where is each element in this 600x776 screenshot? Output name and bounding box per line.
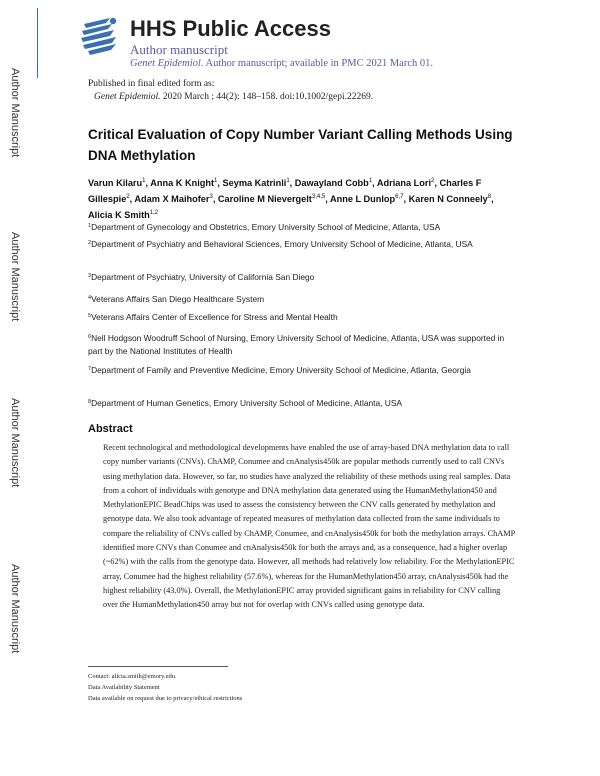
- contact-footnote: Contact: alicia.smith@emory.edu.: [88, 673, 177, 680]
- author-name: Anna K Knight: [150, 178, 215, 188]
- data-availability-title: Data Availability Statement: [88, 684, 160, 691]
- author-name: Alicia K Smith: [88, 210, 150, 220]
- affiliation: [88, 311, 513, 324]
- affiliation: [88, 364, 513, 377]
- affiliation-text: Department of Family and Preventive Medicine, Emory University School of Medicine, Atlanta, Georgia: [91, 365, 471, 375]
- affiliation-number: 3: [88, 273, 92, 279]
- affiliation: [88, 397, 513, 410]
- affiliation-number: 1: [88, 223, 92, 229]
- header-journal-note: [130, 58, 433, 69]
- author-affiliation-marker: 1,2: [149, 210, 159, 216]
- author-name: Adriana Lori: [376, 178, 432, 188]
- author-list: Varun Kilaru$^1$, Anna K Knight$^1$, Seyma Katrinli$^1$, Dawayland Cobb$^1$, Adriana Lori$^2$, Charles F Gillespie$^2$, Adam X Maihofer$^3$, Caroline M Nievergelt$^{3,4,5}$, Anne L Dunlop$^{6,7}$, Karen N Conneely$^8$, Alicia K Smith$^{1,2}$: [88, 178, 494, 220]
- header-subtitle: Author manuscript: [130, 42, 228, 57]
- affiliation: [88, 238, 513, 251]
- author-affiliation-marker: 1: [214, 178, 218, 184]
- author-affiliation-marker: 8: [487, 194, 492, 200]
- author: [150, 178, 217, 188]
- author-name: Varun Kilaru: [88, 178, 143, 188]
- abstract-text: Recent technological and methodological developments have enabled the use of array-based DNA methylation data to call copy number variants (CNVs). ChAMP, Conumee and cnAnalysis450k are popular methods currently used to call CNVs using methylation data. However, so far, no studies have analyzed the reliability of these methods using real samples. Data from a cohort of individuals with genotype and DNA methylation data generated using the HumanMethylation450 and MethylationEPIC BeadChips was used to assess the consistency between the CNV calls generated by methylation and genotype data. We also took advantage of repeated measures of methylation data collected from the same individuals to compare the reliability of CNVs called by ChAMP, Conumee, and cnAnalysis450k for both the methylation arrays. ChAMP identified more CNVs than Conumee and cnAnalysis450k for both the arrays and, as a consequence, had a higher overlap (~62%) with the calls from the genotype data. However, all methods had relatively low reliability. For the MethylationEPIC array, Conumee had the highest reliability (57.6%), whereas for the HumanMethylation450 array, cnAnalysis450k had the highest reliability (43.0%). Overall, the MethylationEPIC array provided significant gains in reliability for CNV calling over the HumanMethylation450 array but not for overlap with CNVs called using genotype data.: [103, 443, 515, 610]
- abstract-heading: Abstract: [88, 423, 133, 435]
- affiliation-text: Nell Hodgson Woodruff School of Nursing, Emory University School of Medicine, Atlanta, USA was supported in part by the National Institutes of Health: [88, 333, 505, 356]
- sidebar-author-manuscript-label: Author Manuscript: [9, 68, 21, 158]
- author-name: Adam X Maihofer: [134, 194, 210, 204]
- article-title: Critical Evaluation of Copy Number Variant Calling Methods Using DNA Methylation: [88, 127, 513, 163]
- author-name: Dawayland Cobb: [294, 178, 369, 188]
- header-divider: [37, 8, 38, 78]
- author-affiliation-marker: 2: [126, 194, 130, 200]
- data-availability-text: Data available on request due to privacy/ethical restrictions: [88, 695, 243, 702]
- author-name: Caroline M Nievergelt: [217, 194, 312, 204]
- sidebar-author-manuscript-label: Author Manuscript: [9, 398, 21, 488]
- affiliation-number: 5: [88, 313, 92, 319]
- author-name: Karen N Conneely: [408, 194, 488, 204]
- author-affiliation-marker: 3,4,5: [311, 194, 326, 200]
- affiliation-text: Veterans Affairs San Diego Healthcare System: [91, 294, 265, 304]
- affiliation-text: Department of Psychiatry, University of California San Diego: [91, 272, 315, 282]
- author: [295, 178, 372, 188]
- author-affiliation-marker: 1: [368, 178, 373, 184]
- author: [330, 194, 404, 204]
- author: [88, 178, 145, 188]
- affiliation-text: Department of Gynecology and Obstetrics, Emory University School of Medicine, Atlanta, USA: [91, 222, 441, 232]
- affiliation: [88, 332, 513, 358]
- author-affiliation-marker: 3: [209, 194, 213, 200]
- affiliation-text: Department of Human Genetics, Emory University School of Medicine, Atlanta, USA: [91, 398, 402, 408]
- author: [377, 178, 434, 188]
- header-availability: Author manuscript; available in PMC 2021 March 01.: [203, 58, 433, 69]
- affiliation-number: 7: [88, 366, 92, 372]
- author-name: Anne L Dunlop: [330, 194, 396, 204]
- citation-journal: Genet Epidemiol.: [94, 92, 161, 102]
- sidebar-author-manuscript-label: Author Manuscript: [9, 564, 21, 654]
- author-affiliation-marker: 6,7: [395, 194, 404, 200]
- author: [222, 178, 289, 188]
- affiliation-number: 2: [88, 240, 92, 246]
- published-in-label: Published in final edited form as:: [88, 79, 215, 89]
- header-journal-name: Genet Epidemiol.: [130, 58, 204, 69]
- footnote-divider: [88, 666, 228, 667]
- header-title: HHS Public Access: [130, 16, 331, 41]
- hhs-eagle-logo-icon: [76, 14, 122, 64]
- author-affiliation-marker: 1: [286, 178, 290, 184]
- affiliation-number: 8: [88, 399, 92, 405]
- affiliation-text: Veterans Affairs Center of Excellence for Stress and Mental Health: [91, 312, 338, 322]
- author: [88, 210, 158, 220]
- affiliation: [88, 293, 513, 306]
- affiliation-number: 6: [88, 334, 92, 340]
- citation-details: 2020 March ; 44(2): 148–158. doi:10.1002/gepi.22269.: [160, 92, 374, 102]
- citation-line: [94, 92, 373, 102]
- author-affiliation-marker: 1: [142, 178, 146, 184]
- affiliation-text: Department of Psychiatry and Behavioral Sciences, Emory University School of Medicine, Atlanta, USA: [91, 239, 473, 249]
- affiliation: [88, 271, 513, 284]
- author: [218, 194, 325, 204]
- sidebar-author-manuscript-label: Author Manuscript: [9, 232, 21, 322]
- author-affiliation-marker: 2: [431, 178, 435, 184]
- author: [134, 194, 212, 204]
- affiliation: [88, 221, 513, 234]
- author-name: Charles F Gillespie: [88, 178, 482, 204]
- author-name: Seyma Katrinli: [222, 178, 287, 188]
- author: [409, 194, 491, 204]
- affiliation-number: 4: [88, 295, 92, 301]
